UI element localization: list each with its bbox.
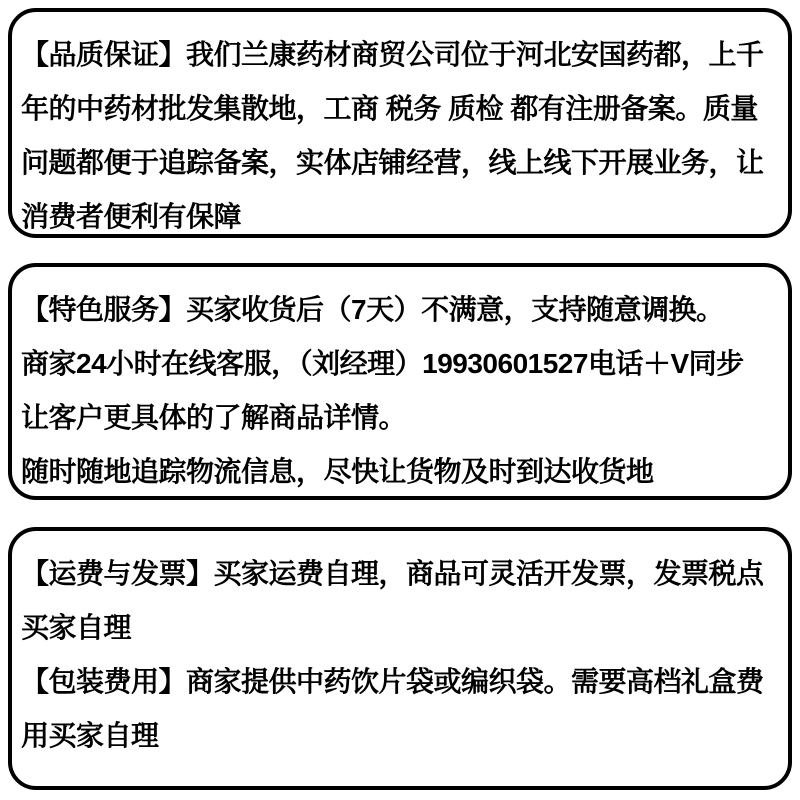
special-service-line-1: 【特色服务】买家收货后（7天）不满意，支持随意调换。 xyxy=(21,294,724,325)
quality-guarantee-line-4: 消费者便利有保障 xyxy=(21,201,242,232)
quality-guarantee-line-1: 【品质保证】我们兰康药材商贸公司位于河北安国药都，上千 xyxy=(21,39,764,70)
quality-guarantee-line-3: 问题都便于追踪备案，实体店铺经营，线上线下开展业务，让 xyxy=(21,147,764,178)
special-service-line-4: 随时随地追踪物流信息，尽快让货物及时到达收货地 xyxy=(21,456,654,487)
shipping-invoice-line-2: 买家自理 xyxy=(21,612,132,643)
special-service-line-2: 商家24小时在线客服，（刘经理）19930601527电话＋V同步 xyxy=(21,348,744,379)
shipping-invoice-packaging-card xyxy=(8,527,792,790)
special-service-line-3: 让客户更具体的了解商品详情。 xyxy=(21,402,407,433)
packaging-fee-line-1: 【包装费用】商家提供中药饮片袋或编织袋。需要高档礼盒费 xyxy=(21,666,764,697)
quality-guarantee-card xyxy=(8,8,792,238)
shipping-invoice-line-1: 【运费与发票】买家运费自理，商品可灵活开发票，发票税点 xyxy=(21,558,764,589)
quality-guarantee-line-2: 年的中药材批发集散地，工商 税务 质检 都有注册备案。质量 xyxy=(21,93,758,124)
special-service-card xyxy=(8,263,792,500)
packaging-fee-line-2: 用买家自理 xyxy=(21,720,159,751)
